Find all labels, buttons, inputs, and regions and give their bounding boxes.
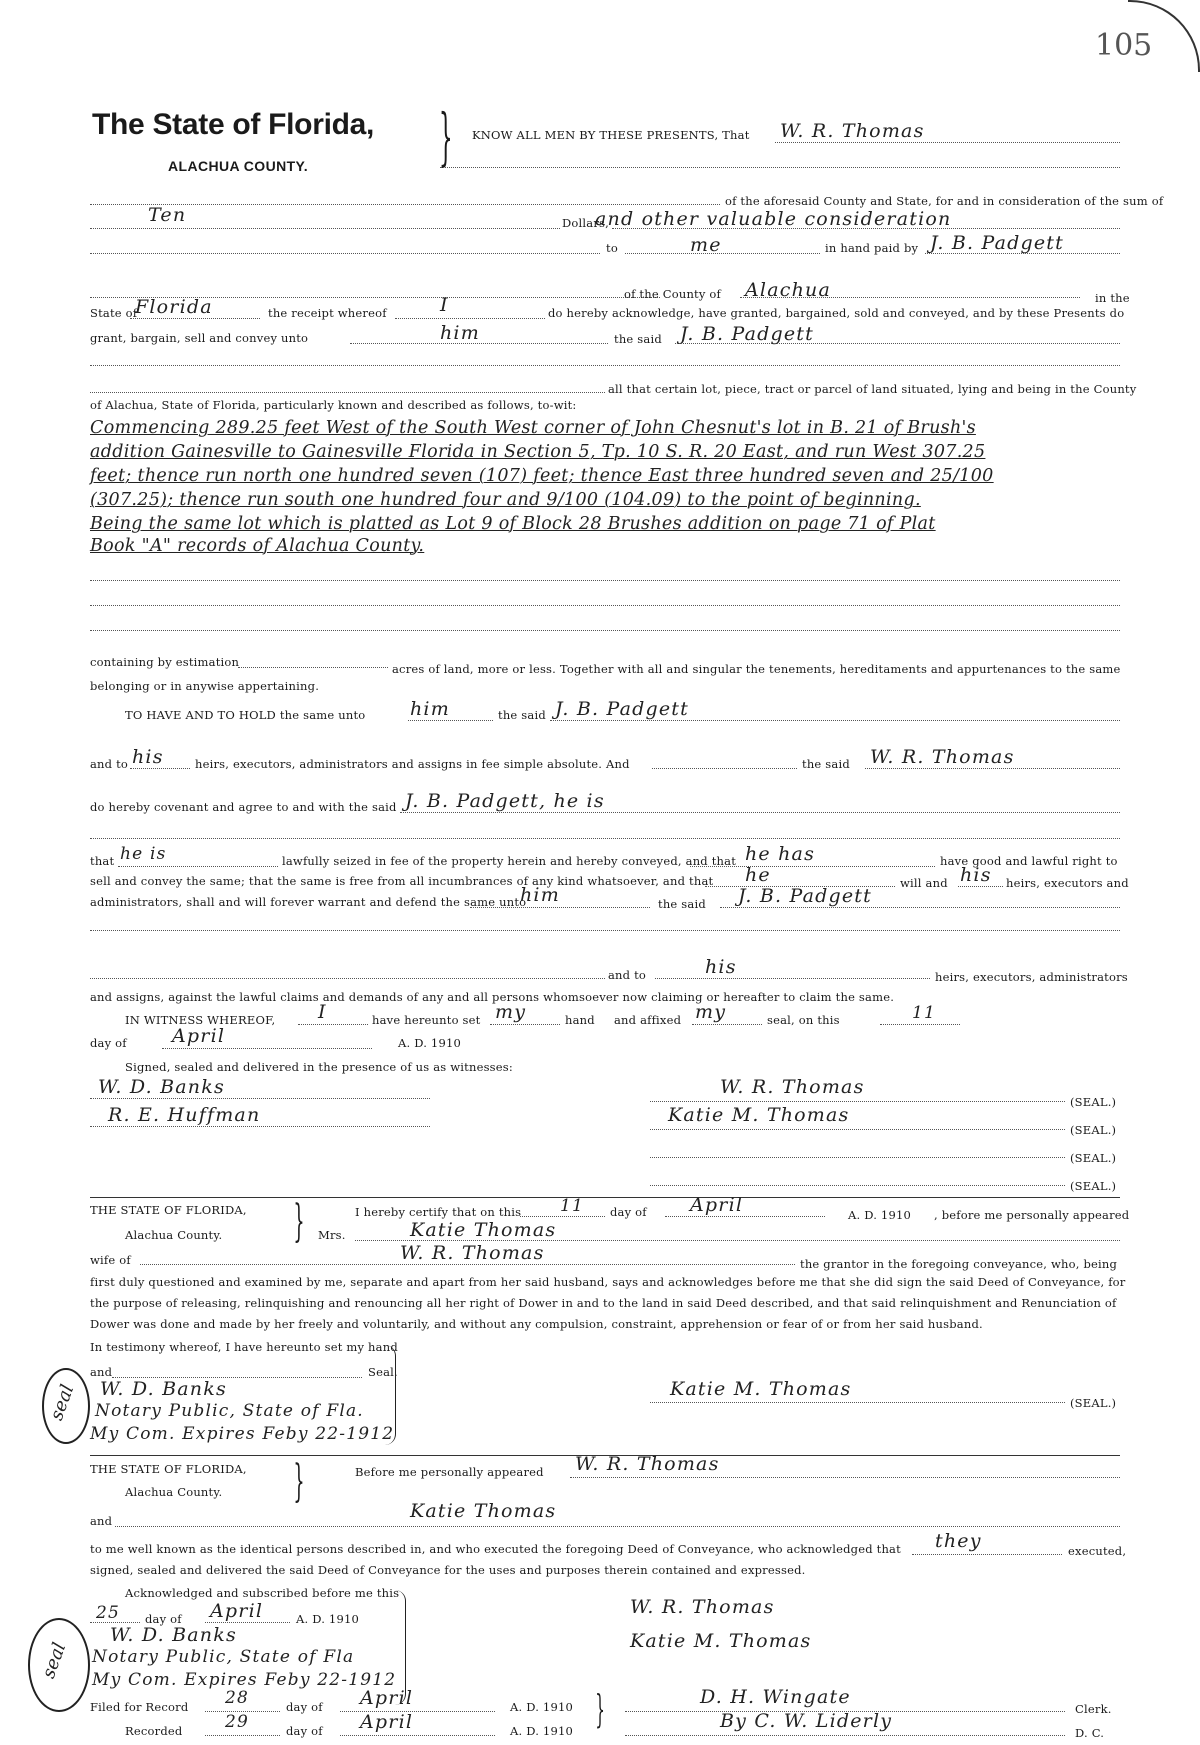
receipt-line [395,318,545,319]
grantor-text: the grantor in the foregoing conveyance, who, being [800,1257,1118,1271]
rec-day-handwritten: 29 [225,1712,250,1732]
unto-line [350,343,608,344]
dower-body-line: the purpose of releasing, relinquishing and renouncing all her right of Dower in and to the land in said Deed described, and that said relinquishment and Renunciation of [90,1296,1117,1310]
administrators-text: administrators, shall and will forever warrant and defend the same unto [90,895,527,909]
blank-line [90,838,1120,839]
document-title: The State of Florida, [92,108,375,141]
grantor-signature: Katie M. Thomas [630,1630,812,1652]
notary-title: Notary Public, State of Fla [92,1647,355,1667]
dollars-text: Dollars, [562,216,610,230]
signed-text: signed, sealed and delivered the said Deed of Conveyance for the uses and purposes therein contained and expressed. [90,1563,806,1577]
day-line [90,1622,140,1623]
of-alachua-text: of Alachua, State of Florida, particularly known and described as follows, to-wit: [90,398,577,412]
rec-day-line [205,1735,280,1736]
mrs-line [355,1240,1120,1241]
blank-line [90,253,600,254]
grantee-pronoun-handwritten: him [440,322,480,344]
blank-line [90,580,1120,581]
amount-handwritten: Ten [148,204,187,226]
notary-name: W. D. Banks [110,1624,237,1646]
description-line: feet; thence run north one hundred seven (107) feet; thence East three hundred seven and 25/100 [90,466,994,486]
grantee-line [550,720,1120,721]
and-to-text: and to [90,757,129,771]
dc-signature: By C. W. Liderly [720,1710,893,1732]
blank-line [90,392,605,393]
seal-label: (SEAL.) [1070,1095,1117,1109]
acknowledged-text: Acknowledged and subscribed before me this [125,1586,400,1600]
blank-line [440,167,1120,168]
grantee-handwritten: J. B. Padgett [738,885,872,907]
acknowledge-text: do hereby acknowledge, have granted, bargained, sold and conveyed, and by these Presents do [548,306,1125,320]
before-me-text: Before me personally appeared [355,1465,544,1479]
amount-line [90,228,560,229]
other-line [612,228,1120,229]
person1-line [570,1477,1120,1478]
all-that-text: all that certain lot, piece, tract or parcel of land situated, lying and being in the County [608,382,1137,396]
grantor-signature: W. R. Thomas [720,1076,865,1098]
before-me-text: , before me personally appeared [934,1208,1130,1222]
ad-text: A. D. 1910 [398,1036,462,1050]
he-will-handwritten: he [745,864,771,886]
grantor-signature: W. R. Thomas [630,1596,775,1618]
that-text: that [90,854,115,868]
to-text: to [606,241,618,255]
heirs-exec-admin-text: heirs, executors, administrators [935,970,1128,984]
blank-line [90,978,605,979]
grantor-line [775,142,1120,143]
his-handwritten: his [132,746,164,768]
day-of-text: day of [145,1612,182,1626]
to-line [625,253,820,254]
acres-text: acres of land, more or less. Together with all and singular the tenements, hereditaments and appurtenances to the same [392,662,1121,676]
state-heading: THE STATE OF FLORIDA, [90,1203,247,1217]
containing-text: containing by estimation [90,655,240,669]
testimony-text: In testimony whereof, I have hereunto set my hand [90,1340,398,1354]
description-line: Book "A" records of Alachua County. [90,536,425,556]
will-and-text: will and [900,876,948,890]
filed-text: Filed for Record [90,1700,189,1714]
grantor-line [865,768,1120,769]
hereunto-text: have hereunto set [372,1013,481,1027]
assigns-against-text: and assigns, against the lawful claims and demands of any and all persons whomsoever now claiming or hereafter to claim the same. [90,990,895,1004]
section-brace: } [293,1196,305,1247]
day-of-text: day of [286,1700,323,1714]
description-line: (307.25); thence run south one hundred four and 9/100 (104.09) to the point of beginning. [90,490,921,510]
paid-by-text: in hand paid by [825,241,919,255]
notary-name: W. D. Banks [100,1378,227,1400]
county-handwritten: Alachua [745,279,831,301]
blank-line [90,930,1120,931]
grantor-signature: Katie M. Thomas [668,1104,850,1126]
the-said-text: the said [658,897,706,911]
him-handwritten: him [520,884,560,906]
his-handwritten: his [960,864,992,886]
and-text: and [90,1514,113,1528]
know-all-text: KNOW ALL MEN BY THESE PRESENTS, That [472,128,750,142]
in-witness-text: IN WITNESS WHEREOF, [125,1013,276,1027]
dower-signature: Katie M. Thomas [670,1378,852,1400]
seal-on-text: seal, on this [767,1013,840,1027]
day-line [520,1216,605,1217]
state-heading: THE STATE OF FLORIDA, [90,1462,247,1476]
his-line [130,768,190,769]
county-heading: Alachua County. [125,1228,223,1242]
grant-unto-text: grant, bargain, sell and convey unto [90,331,309,345]
county-heading: ALACHUA COUNTY. [168,158,309,174]
ad-text: A. D. 1910 [510,1724,574,1738]
receipt-by-handwritten: I [440,294,449,316]
notary-seal-word: seal [38,1639,71,1682]
section-brace: } [293,1456,305,1507]
him-line [408,720,493,721]
that-line [118,866,278,867]
signature-line [650,1129,1065,1130]
day-of-text: day of [610,1205,647,1219]
notary-commission: My Com. Expires Feby 22-1912 [90,1424,395,1444]
dower-body-line: Dower was done and made by her freely and voluntarily, and without any compulsion, constraint, apprehension or fear of or from her said husband. [90,1317,983,1331]
person1-handwritten: W. R. Thomas [575,1453,720,1475]
dower-body-line: first duly questioned and examined by me, separate and apart from her said husband, says and acknowledges before me that she did sign the said Deed of Conveyance, for [90,1275,1126,1289]
ad-text: A. D. 1910 [510,1700,574,1714]
recorded-text: Recorded [125,1724,183,1738]
affixed-text: and affixed [614,1013,682,1027]
mrs-name-handwritten: Katie Thomas [410,1219,557,1241]
husband-line [140,1264,795,1265]
blank-line [652,768,797,769]
month-line [162,1048,372,1049]
and-text: and [90,1365,113,1379]
person2-handwritten: Katie Thomas [410,1500,557,1522]
the-said-text: the said [614,332,662,346]
ad-text: A. D. 1910 [848,1208,912,1222]
certify-text: I hereby certify that on this [355,1205,522,1219]
executed-text: executed, [1068,1544,1127,1558]
to-have-text: TO HAVE AND TO HOLD the same unto [125,708,366,722]
notary-title: Notary Public, State of Fla. [95,1401,364,1421]
rec-month-handwritten: April [360,1711,414,1733]
month-handwritten: April [690,1194,744,1216]
paid-by-line [925,253,1120,254]
description-line: Being the same lot which is platted as Lot 9 of Block 28 Brushes addition on page 71 of Plat [90,514,936,534]
signature-line [650,1185,1065,1186]
his-line [655,978,930,979]
rec-month-line [340,1735,495,1736]
my-handwritten: my [695,1001,727,1023]
to-whom-handwritten: me [690,234,722,256]
notary-commission: My Com. Expires Feby 22-1912 [92,1670,397,1690]
husband-handwritten: W. R. Thomas [400,1242,545,1264]
blank-line [90,605,1120,606]
wife-of-text: wife of [90,1253,131,1267]
my-line [490,1024,560,1025]
that-who-handwritten: he is [120,844,167,864]
day-num-handwritten: 11 [912,1003,937,1023]
county-heading: Alachua County. [125,1485,223,1499]
page-number: 105 [1095,28,1153,63]
they-line [912,1554,1062,1555]
signature-line [650,1101,1065,1102]
witness-line [90,1126,430,1127]
the-said-text: the said [498,708,546,722]
county-label: of the County of [624,287,722,301]
acres-line [238,667,388,668]
witness-signature: R. E. Huffman [108,1104,261,1126]
his-line [958,886,1003,887]
grantee-line [720,907,1120,908]
seal-label: (SEAL.) [1070,1396,1117,1410]
seized-text: lawfully seized in fee of the property herein and hereby conveyed, and that [282,854,737,868]
heirs-text: heirs, executors, administrators and assigns in fee simple absolute. And [195,757,630,771]
day-of-text: day of [286,1724,323,1738]
clerk-signature: D. H. Wingate [700,1686,851,1708]
seal-label: (SEAL.) [1070,1179,1117,1193]
known-text: to me well known as the identical persons described in, and who executed the foregoing Deed of Conveyance, who acknowledged that [90,1542,901,1556]
and-to-text: and to [608,968,647,982]
my-handwritten: my [495,1001,527,1023]
grantee-line [675,343,1120,344]
witness-signature: W. D. Banks [98,1076,225,1098]
dc-line [625,1735,1065,1736]
blank-line [90,630,1120,631]
signature-line [650,1157,1065,1158]
day-num-handwritten: 11 [560,1196,585,1216]
covenant-with-handwritten: J. B. Padgett, he is [405,790,605,812]
description-line: Commencing 289.25 feet West of the South West corner of John Chesnut's lot in B. 21 of Brush's [90,418,976,438]
who-handwritten: I [318,1001,327,1023]
witness-line [90,1098,430,1099]
sell-convey-text: sell and convey the same; that the same is free from all incumbrances of any kind whatsoever, and that [90,874,714,888]
other-consideration: and other valuable consideration [595,208,952,230]
signature-line [650,1402,1065,1403]
covenant-text: do hereby covenant and agree to and with the said [90,800,397,814]
state-handwritten: Florida [135,296,213,318]
person2-line [115,1526,1120,1527]
grantee-handwritten: J. B. Padgett [555,698,689,720]
clerk-label: Clerk. [1075,1702,1112,1716]
they-handwritten: they [935,1530,982,1552]
dc-label: D. C. [1075,1726,1105,1740]
my-line [692,1024,762,1025]
grantor-handwritten: W. R. Thomas [780,120,925,142]
filed-day-handwritten: 28 [225,1688,250,1708]
seal-text: Seal. [368,1365,398,1379]
him-handwritten: him [410,698,450,720]
signed-sealed-text: Signed, sealed and delivered in the presence of us as witnesses: [125,1060,513,1074]
receipt-text: the receipt whereof [268,306,387,320]
state-label: State of [90,306,138,320]
month-handwritten: April [210,1600,264,1622]
filing-brace: } [595,1687,605,1731]
who-line [298,1024,368,1025]
he-has-handwritten: he has [745,843,816,865]
aforesaid-text: of the aforesaid County and State, for and in consideration of the sum of [725,194,1164,208]
day-num-handwritten: 25 [96,1603,121,1623]
ad-text: A. D. 1910 [296,1612,360,1626]
section-rule [90,1197,1120,1198]
county-line [740,297,1080,298]
grantor-handwritten: W. R. Thomas [870,746,1015,768]
good-right-text: have good and lawful right to [940,854,1118,868]
him-line [470,907,650,908]
day-line [880,1024,960,1025]
paid-by-handwritten: J. B. Padgett [930,232,1064,254]
mrs-text: Mrs. [318,1228,346,1242]
header-brace: } [438,100,453,173]
his-handwritten: his [705,956,737,978]
day-of-text: day of [90,1036,127,1050]
seal-label: (SEAL.) [1070,1151,1117,1165]
blank-line [90,365,1120,366]
description-line: addition Gainesville to Gainesville Florida in Section 5, Tp. 10 S. R. 20 East, and run West 307.25 [90,442,986,462]
belonging-text: belonging or in anywise appertaining. [90,679,320,693]
hand-text: hand [565,1013,595,1027]
covenant-line [400,812,1120,813]
the-said-text: the said [802,757,850,771]
seal-label: (SEAL.) [1070,1123,1117,1137]
in-the-text: in the [1095,291,1130,305]
filed-month-handwritten: April [360,1687,414,1709]
month-line [205,1622,290,1623]
month-handwritten: April [172,1025,226,1047]
heirs-exec-text: heirs, executors and [1006,876,1129,890]
grantee-handwritten: J. B. Padgett [680,323,814,345]
month-line [665,1216,825,1217]
state-line [130,318,260,319]
he-has-line [690,866,935,867]
notary-seal-word: seal [46,1381,79,1424]
